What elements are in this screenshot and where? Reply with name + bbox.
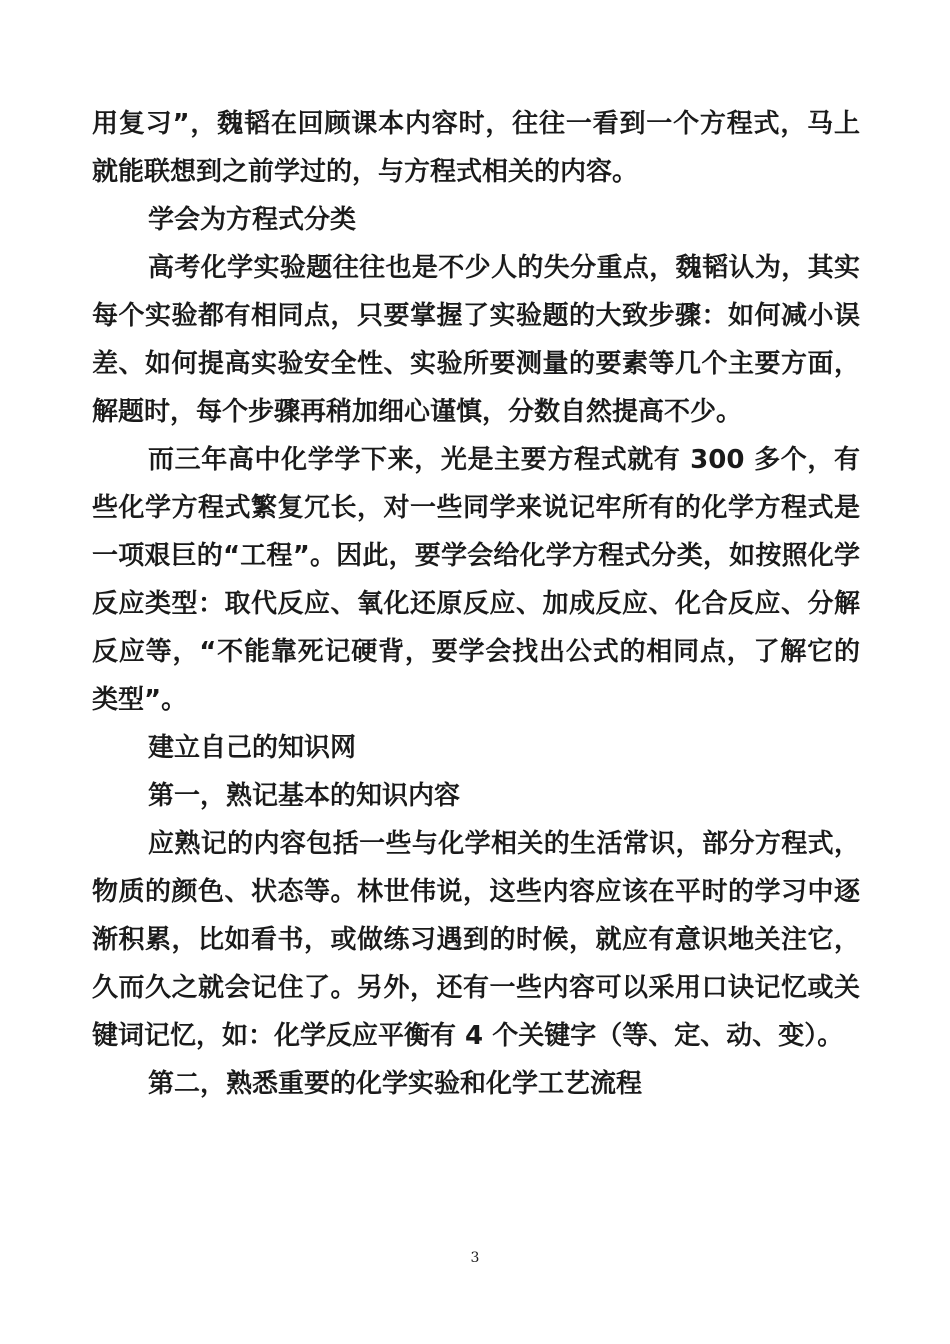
paragraph-equation-classification: 而三年高中化学学下来，光是主要方程式就有 300 多个，有些化学方程式繁复冗长，对一些同学来说记牢所有的化学方程式是一项艰巨的“工程”。因此，要学会给化学方程式分类，如按照化学反应类型：取代反应、氧化还原反应、加成反应、化合反应、分解反应等，“不能靠死记硬背，要学会找出公式的相同点，了解它的类型”。 — [92, 445, 860, 715]
section-heading-classify-equations: 学会为方程式分类 — [148, 205, 357, 235]
page-number: 3 — [470, 1250, 480, 1266]
section-heading-knowledge-network: 建立自己的知识网 — [148, 733, 357, 763]
document-body — [92, 100, 860, 1108]
paragraph-continuation: 用复习”，魏韬在回顾课本内容时，往往一看到一个方程式，马上就能联想到之前学过的，与方程式相关的内容。 — [92, 109, 860, 187]
paragraph-memorize-content: 应熟记的内容包括一些与化学相关的生活常识，部分方程式，物质的颜色、状态等。林世伟说，这些内容应该在平时的学习中逐渐积累，比如看书，或做练习遇到的时候，就应有意识地关注它，久而久之就会记住了。另外，还有一些内容可以采用口诀记忆或关键词记忆，如：化学反应平衡有 4 个关键字（等、定、动、变）。 — [92, 829, 860, 1051]
subheading-second: 第二，熟悉重要的化学实验和化学工艺流程 — [148, 1069, 643, 1099]
paragraph-experiment-questions: 高考化学实验题往往也是不少人的失分重点，魏韬认为，其实每个实验都有相同点，只要掌握了实验题的大致步骤：如何减小误差、如何提高实验安全性、实验所要测量的要素等几个主要方面，解题时，每个步骤再稍加细心谨慎，分数自然提高不少。 — [92, 253, 860, 427]
subheading-first: 第一，熟记基本的知识内容 — [148, 781, 461, 811]
